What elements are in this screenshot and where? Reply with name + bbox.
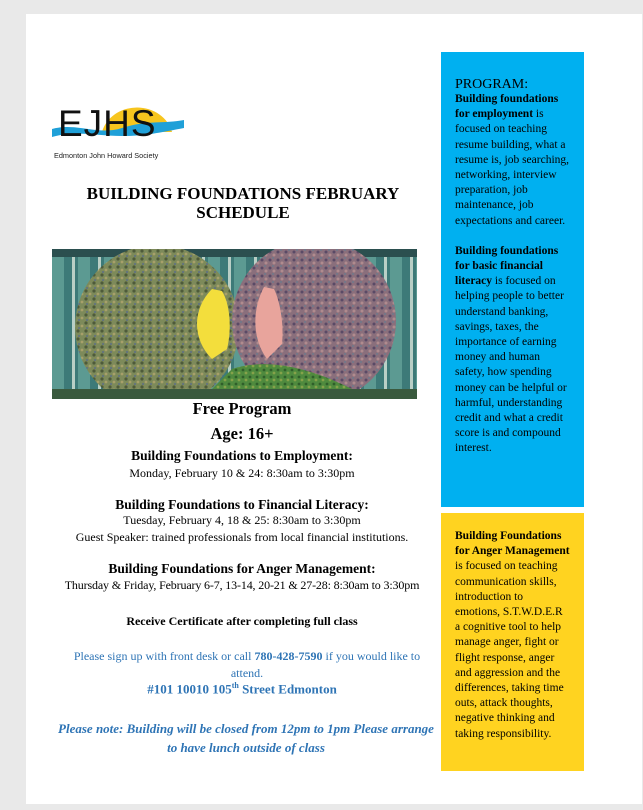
- program-sidebar-blue: [441, 52, 584, 507]
- session-anger-heading: Building Foundations for Anger Management:: [108, 561, 376, 576]
- signup-note: [62, 648, 432, 682]
- mural-image: [52, 249, 417, 399]
- signup-text-before: Please sign up with front desk or call: [73, 649, 255, 663]
- financial-title: Building foundations for basic financial literacy: [455, 244, 559, 288]
- logo-subtitle: Edmonton John Howard Society: [54, 151, 159, 160]
- employment-description: [455, 92, 570, 229]
- session-financial-speaker: Guest Speaker: trained professionals from local financial institutions.: [75, 530, 409, 544]
- logo-letters: EJHS: [58, 103, 157, 144]
- program-label: PROGRAM:: [455, 77, 529, 92]
- address-part2: Street Edmonton: [238, 681, 337, 697]
- session-anger-time: Thursday & Friday, February 6-7, 13-14, 20-21 & 27-28: 8:30am to 3:30pm: [64, 578, 420, 592]
- address-sup: th: [231, 681, 239, 690]
- session-employment-heading: Building Foundations to Employment:: [131, 448, 353, 463]
- signup-text-after: if you would like to attend.: [230, 649, 421, 680]
- anger-title: Building Foundations for Anger Management: [455, 530, 570, 558]
- session-financial-time: Tuesday, February 4, 18 & 25: 8:30am to 3:30pm: [123, 513, 361, 527]
- anger-text: is focused on teaching communication skills, introduction to emotions, S.T.W.D.E.R a cognitive tool to help manage anger, fight or flight response, anger and aggression and the differences, taking time outs, attack thoughts, negative thinking and taking responsibility.: [455, 560, 564, 740]
- address: [22, 681, 462, 697]
- anger-description: [455, 529, 570, 742]
- phone-number[interactable]: 780-428-7590: [254, 649, 323, 663]
- closure-note: Please note: Building will be closed from 12pm to 1pm Please arrange to have lunch outside of class: [58, 721, 434, 755]
- address-part1: #101 10010 105: [147, 681, 232, 697]
- certificate-note: Receive Certificate after completing full class: [126, 614, 358, 628]
- financial-text: is focused on helping people to better understand banking, savings, taxes, the importance of earning money and human safety, how spending money can be helpful or harmful, understanding credit and what a credit score is and compound interest.: [455, 275, 567, 455]
- free-program-heading: Free Program: [192, 399, 292, 418]
- age-heading: Age: 16+: [210, 424, 274, 443]
- session-financial-heading: Building Foundations to Financial Literacy:: [115, 497, 369, 512]
- employment-title: Building foundations for employment: [455, 93, 559, 121]
- program-sidebar-yellow: [441, 513, 584, 771]
- ejhs-logo: [52, 102, 184, 164]
- page-title: BUILDING FOUNDATIONS FEBRUARY SCHEDULE: [86, 184, 400, 222]
- session-employment-time: Monday, February 10 & 24: 8:30am to 3:30pm: [129, 466, 355, 480]
- financial-description: [455, 244, 570, 457]
- employment-text: is focused on teaching resume building, what a resume is, job searching, networking, interview preparation, job maintenance, job expectations and career.: [455, 108, 570, 227]
